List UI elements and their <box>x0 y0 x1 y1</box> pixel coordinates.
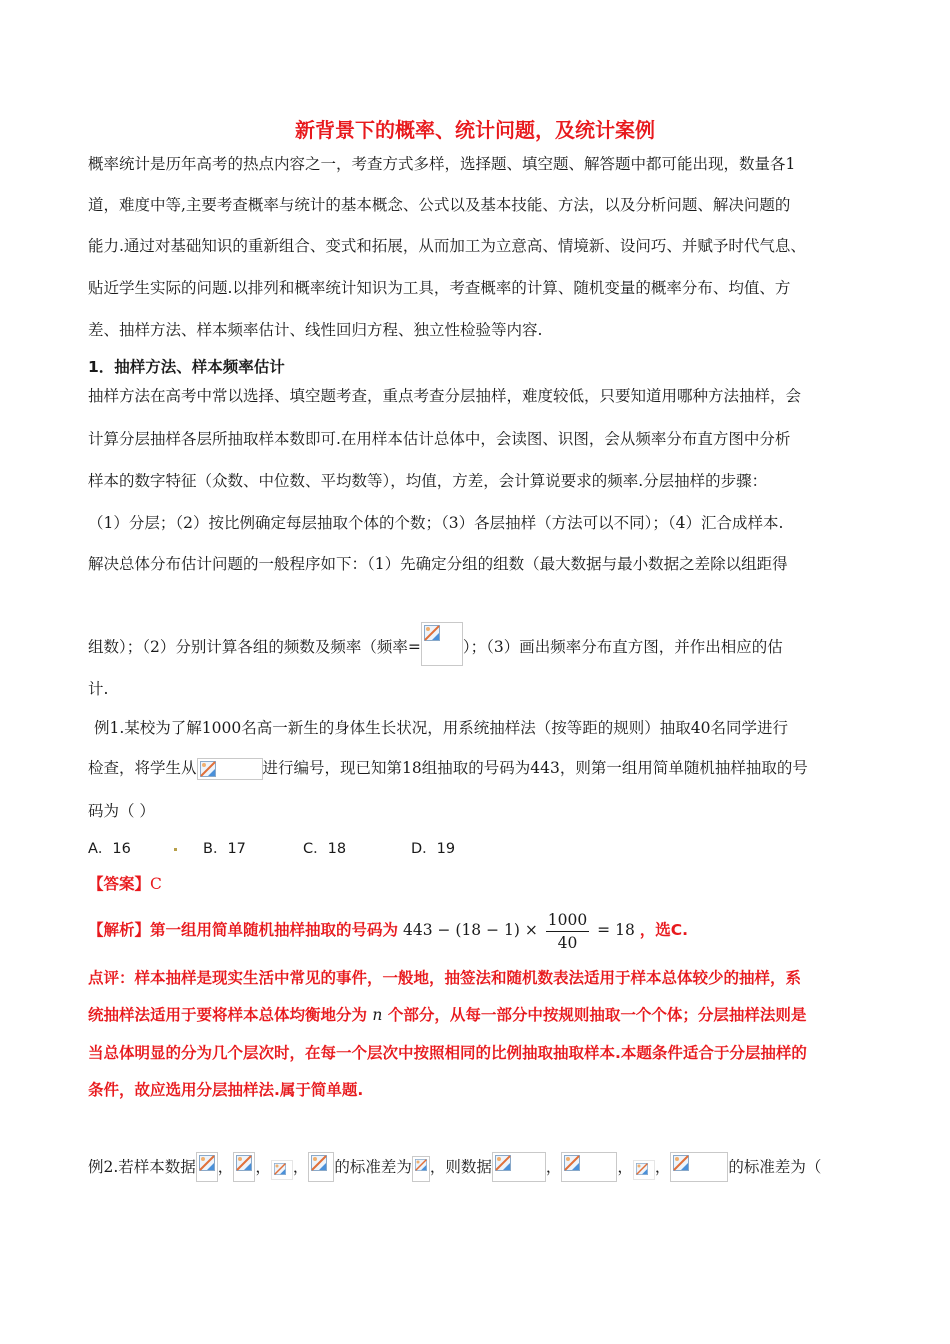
option-d: D．19 <box>411 841 456 857</box>
options-row <box>88 837 455 861</box>
comment-text-a: 统抽样法适用于要将样本总体均衡地分为 <box>88 1006 368 1024</box>
example2-text-a: 例2.若样本数据 <box>88 1158 196 1176</box>
separator: ， <box>617 1158 633 1176</box>
section-line: 样本的数字特征（众数、中位数、平均数等），均值，方差，会计算说要求的频率.分层抽样的步骤： <box>88 472 768 490</box>
broken-image-icon <box>412 1156 430 1182</box>
example1-text-b: 进行编号，现已知第18组抽取的号码为443，则第一组用简单随机抽样抽取的号 <box>262 759 808 777</box>
separator: ， <box>292 1158 309 1176</box>
section-line: （1）分层；（2）按比例确定每层抽取个体的个数；（3）各层抽样（方法可以不同）；（4）汇合成样本. <box>88 514 784 532</box>
option-b: B．17 <box>203 841 246 857</box>
comment-variable: n <box>372 1006 383 1024</box>
intro-line: 能力.通过对基础知识的重新组合、变式和拓展，从而加工为立意高、情境新、设问巧、并赋予时代气息、 <box>88 237 806 255</box>
analysis-text: 第一组用简单随机抽样抽取的号码为 <box>150 921 399 939</box>
frequency-line <box>88 622 783 666</box>
comment-line <box>88 1003 806 1027</box>
document-title: 新背景下的概率、统计问题，及统计案例 <box>295 118 655 142</box>
option-c: C．18 <box>303 841 347 857</box>
frequency-text-b: ）；（3）画出频率分布直方图，并作出相应的估 <box>462 638 783 656</box>
intro-line: 道，难度中等,主要考查概率与统计的基本概念、公式以及基本技能、方法，以及分析问题、解决问题的 <box>88 196 791 214</box>
answer-line <box>88 872 162 896</box>
analysis-line <box>88 906 688 954</box>
broken-image-icon <box>670 1152 728 1182</box>
broken-image-icon <box>421 622 463 666</box>
section-line: 计算分层抽样各层所抽取样本数即可.在用样本估计总体中，会读图、识图，会从频率分布直方图中分析 <box>88 430 791 448</box>
example1-line: 码为（ ） <box>88 802 155 820</box>
formula <box>402 910 640 952</box>
broken-image-icon <box>492 1152 546 1182</box>
comment-text-b: 个部分，从每一部分中按规则抽取一个个体；分层抽样法则是 <box>387 1006 807 1024</box>
frequency-text-a: 组数）；（2）分别计算各组的频数及频率（频率= <box>88 638 421 656</box>
section-line-end: 计. <box>88 680 109 698</box>
example1-text-a: 检查，将学生从 <box>88 759 197 777</box>
separator: ， <box>255 1158 271 1176</box>
formula-right: = 18 <box>597 921 635 939</box>
comment-line: 当总体明显的分为几个层次时，在每一个层次中按照相同的比例抽取抽取样本.本题条件适合于分层抽样的 <box>88 1044 807 1062</box>
separator: ， <box>217 1158 234 1176</box>
broken-image-icon <box>561 1152 617 1182</box>
analysis-label: 【解析】 <box>88 921 151 939</box>
example2-text-b: 的标准差为 <box>334 1158 412 1176</box>
broken-image-icon <box>271 1160 293 1180</box>
dot-mark <box>174 848 177 851</box>
broken-image-icon <box>633 1160 655 1180</box>
section-line: 抽样方法在高考中常以选择、填空题考查，重点考查分层抽样，难度较低，只要知道用哪种方法抽样，会 <box>88 387 802 405</box>
intro-line: 贴近学生实际的问题.以排列和概率统计知识为工具，考查概率的计算、随机变量的概率分布、均值、方 <box>88 279 791 297</box>
separator: ， <box>654 1158 671 1176</box>
section-line: 解决总体分布估计问题的一般程序如下：（1）先确定分组的组数（最大数据与最小数据之差除以组距得 <box>88 555 788 573</box>
example1-line: 例1.某校为了解1000名高一新生的身体生长状况，用系统抽样法（按等距的规则）抽取40名同学进行 <box>94 719 788 737</box>
example1-line <box>88 756 808 780</box>
formula-left: 443 − (18 − 1) × <box>402 921 538 939</box>
comment-line: 点评：样本抽样是现实生活中常见的事件，一般地，抽签法和随机数表法适用于样本总体较少的抽样，系 <box>88 969 802 987</box>
intro-line: 差、抽样方法、样本频率估计、线性回归方程、独立性检验等内容. <box>88 321 543 339</box>
analysis-end: ，选C. <box>639 921 689 939</box>
example2-line <box>88 1152 821 1182</box>
formula-numerator: 1000 <box>546 909 589 932</box>
answer-label: 【答案】 <box>88 875 151 893</box>
broken-image-icon <box>233 1152 255 1182</box>
formula-denominator: 40 <box>557 933 578 952</box>
answer-value: C <box>150 875 162 893</box>
formula-fraction <box>546 909 589 954</box>
broken-image-icon <box>196 1152 218 1182</box>
option-a: A．16 <box>88 841 131 857</box>
section-heading: 1．抽样方法、样本频率估计 <box>88 358 285 376</box>
example2-text-c: ，则数据 <box>429 1158 492 1176</box>
separator: ， <box>545 1158 562 1176</box>
broken-image-icon <box>308 1152 334 1182</box>
example2-text-d: 的标准差为（ <box>728 1158 822 1176</box>
broken-image-icon <box>197 758 263 780</box>
intro-line: 概率统计是历年高考的热点内容之一，考查方式多样，选择题、填空题、解答题中都可能出现，数量各1 <box>88 155 796 173</box>
comment-line: 条件，故应选用分层抽样法.属于简单题. <box>88 1081 364 1099</box>
